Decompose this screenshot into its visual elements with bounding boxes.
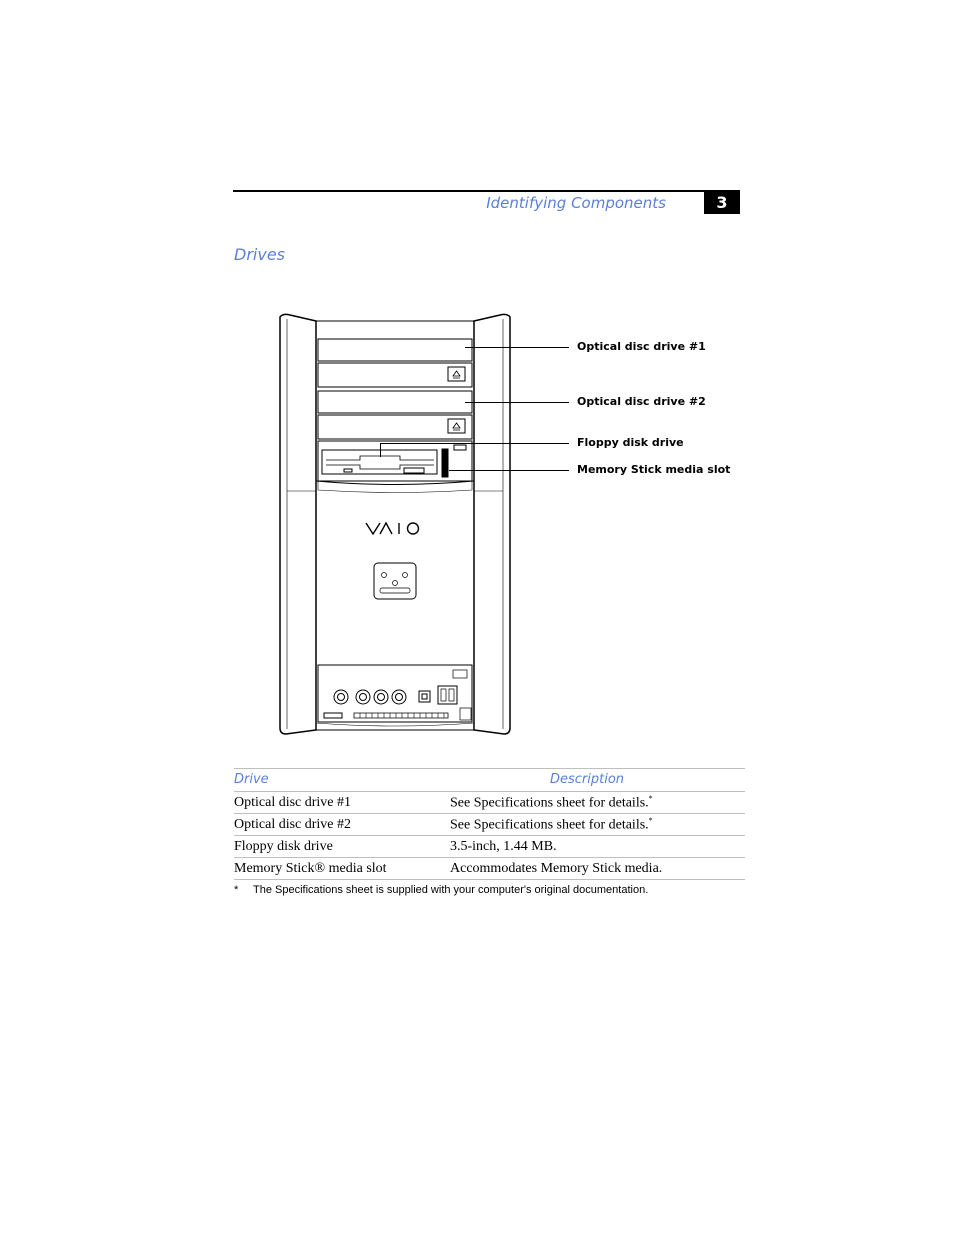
footnote-ref: *	[648, 815, 653, 825]
running-header-title: Identifying Components	[486, 194, 666, 212]
section-title: Drives	[234, 245, 285, 264]
drive-cell: Floppy disk drive	[234, 836, 450, 858]
footnote-text: The Specifications sheet is supplied with your computer's original documentation.	[253, 884, 649, 896]
table-row	[234, 792, 745, 814]
drive-cell: Memory Stick® media slot	[234, 858, 450, 880]
page-number: 3	[704, 191, 740, 214]
footnote-marker: *	[234, 884, 239, 896]
description-cell: See Specifications sheet for details.*	[450, 814, 745, 836]
table-row	[234, 814, 745, 836]
callout-floppy-disk-drive: Floppy disk drive	[577, 436, 684, 449]
drive-cell: Optical disc drive #1	[234, 792, 450, 814]
computer-tower-illustration	[270, 305, 520, 740]
drives-table	[234, 768, 745, 880]
callout-line-floppy	[380, 443, 569, 444]
table-row	[234, 836, 745, 858]
column-header-description: Description	[450, 769, 745, 792]
drive-cell: Optical disc drive #2	[234, 814, 450, 836]
callout-optical-disc-drive-1: Optical disc drive #1	[577, 340, 706, 353]
header-rule	[233, 190, 740, 192]
description-cell: Accommodates Memory Stick media.	[450, 858, 745, 880]
table-row	[234, 858, 745, 880]
callout-line-optical-2	[465, 402, 569, 403]
description-cell: See Specifications sheet for details.*	[450, 792, 745, 814]
footnote-ref: *	[648, 793, 653, 803]
callout-line-optical-1	[465, 347, 569, 348]
callout-optical-disc-drive-2: Optical disc drive #2	[577, 395, 706, 408]
table-header-row	[234, 769, 745, 792]
callout-memory-stick-slot: Memory Stick media slot	[577, 463, 731, 476]
column-header-drive: Drive	[234, 769, 450, 792]
callout-line-floppy-drop	[380, 443, 381, 457]
callout-line-memory-stick	[449, 470, 569, 471]
footnote	[234, 884, 648, 896]
description-cell: 3.5-inch, 1.44 MB.	[450, 836, 745, 858]
